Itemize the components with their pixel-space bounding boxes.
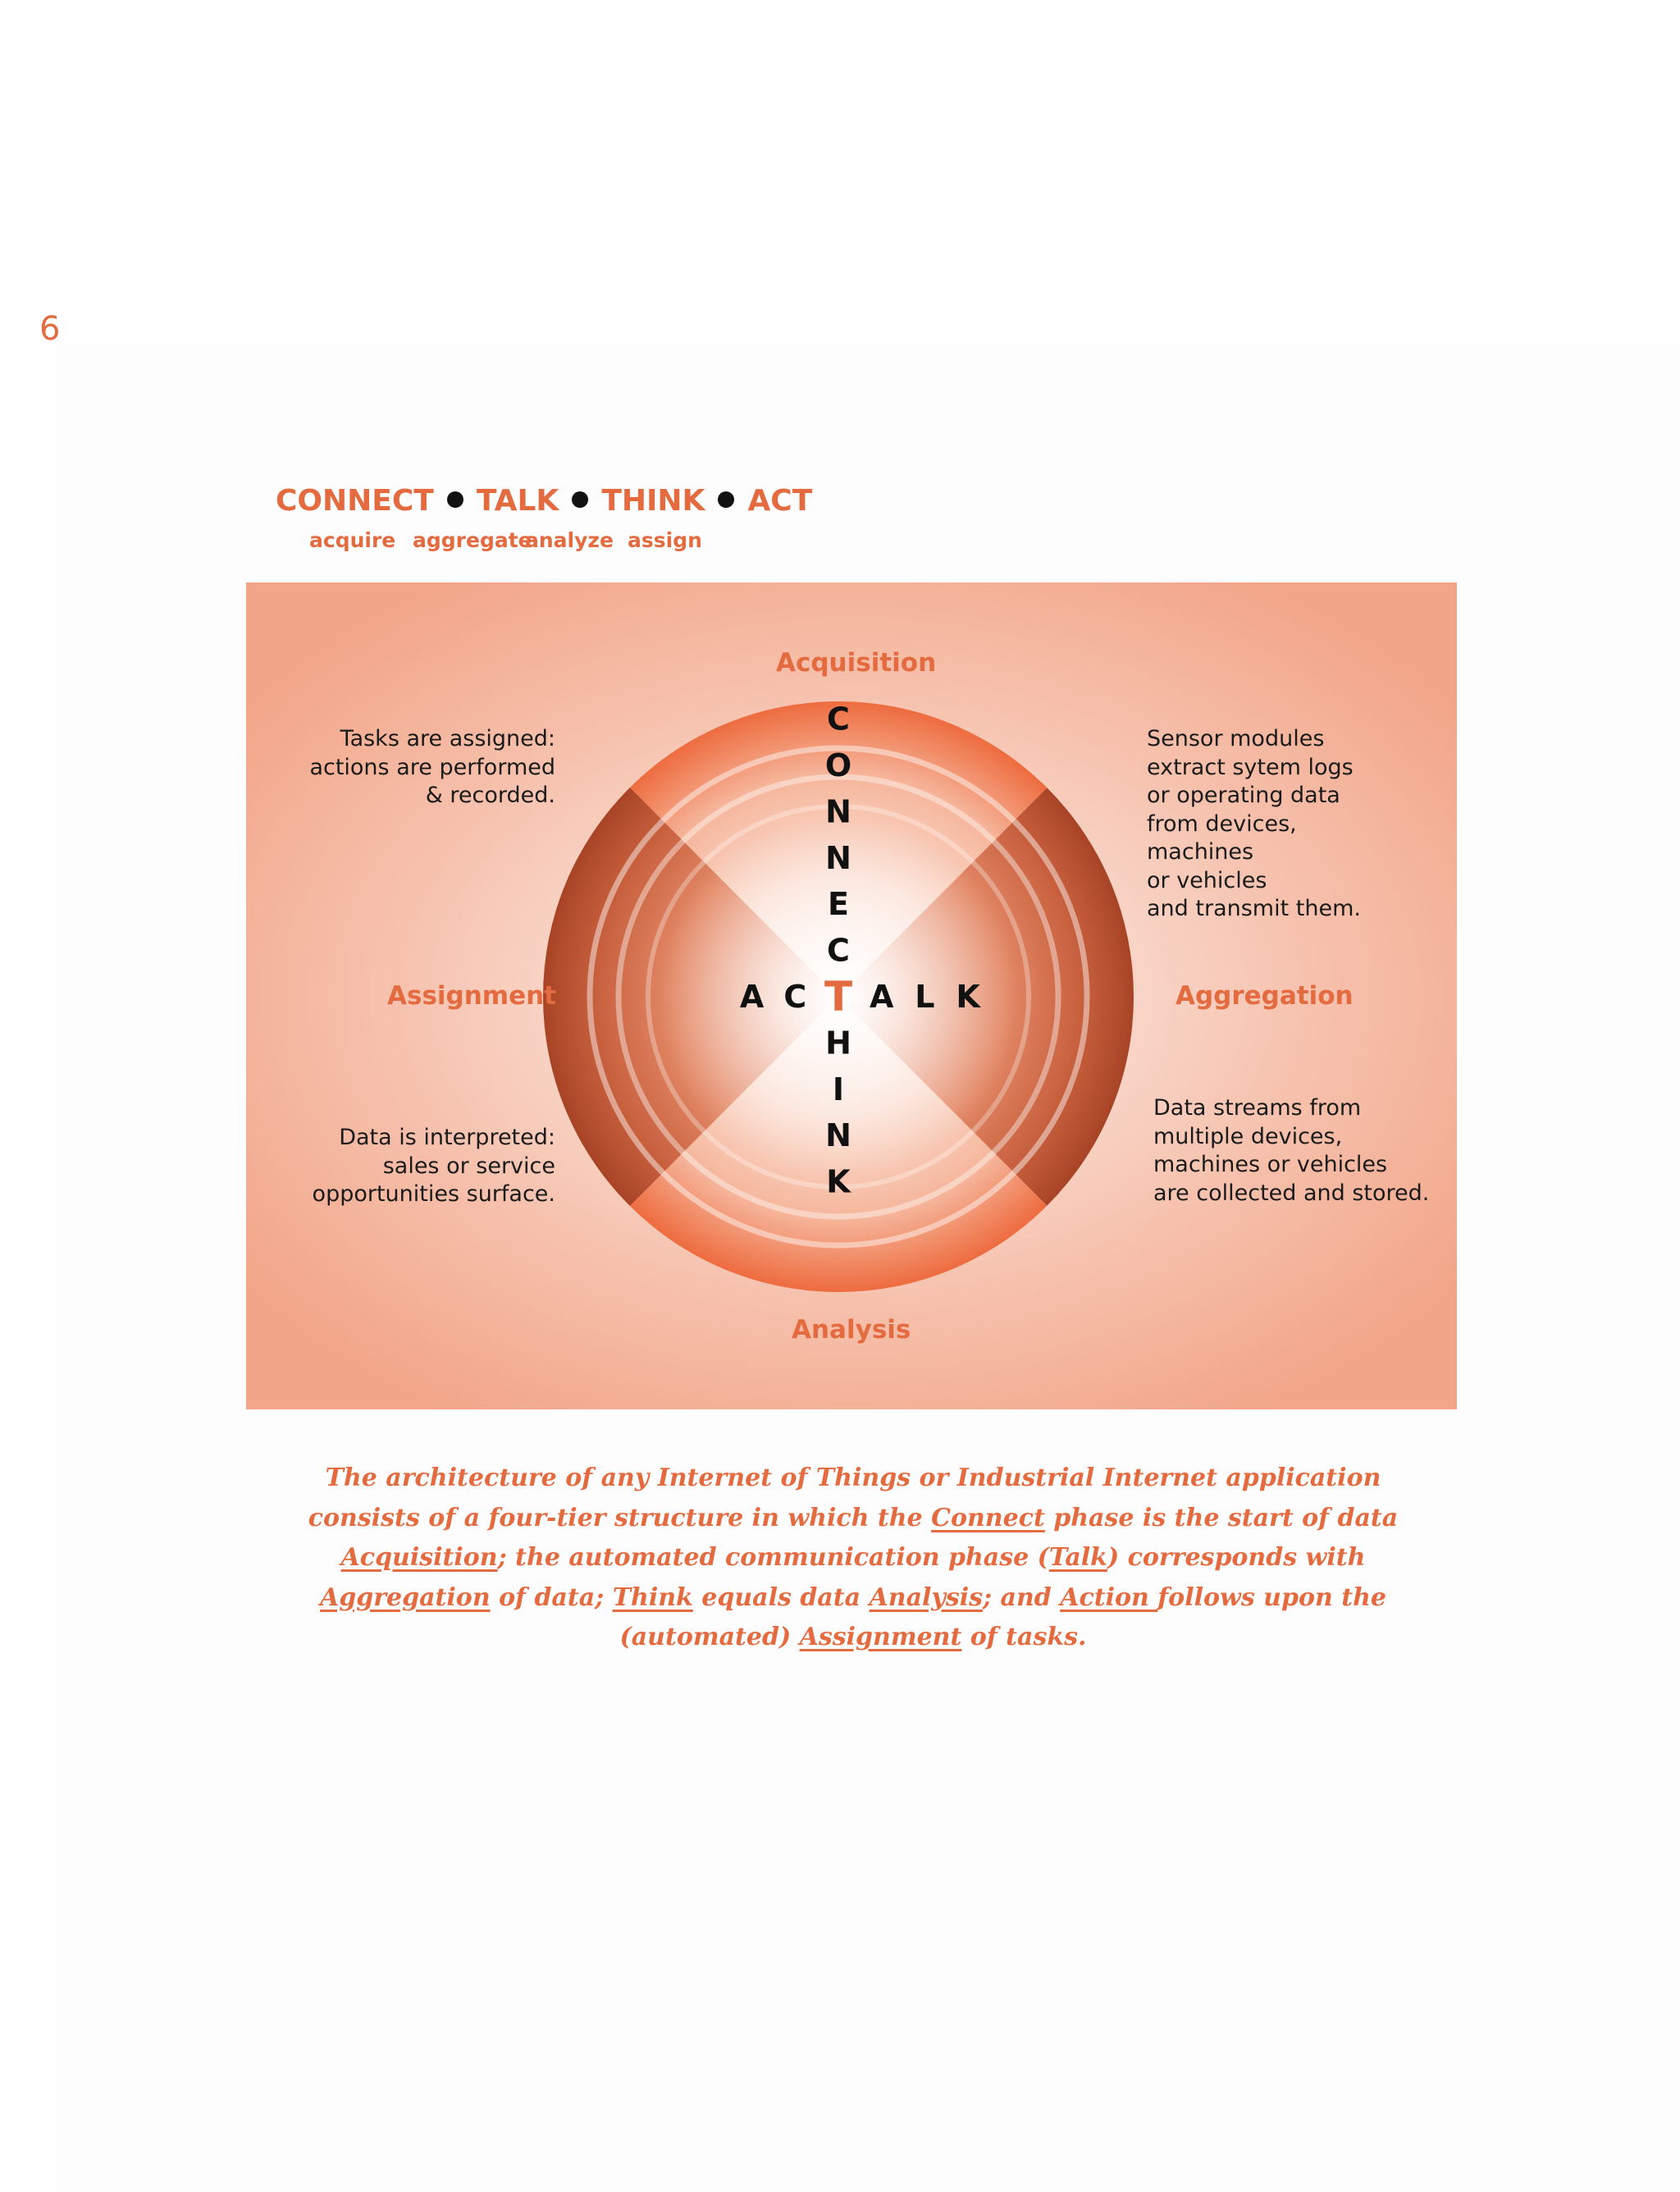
description-bottom-left: Data is interpreted: sales or service opportunities surface.	[312, 1125, 555, 1207]
caption-text: of tasks.	[961, 1623, 1087, 1651]
caption-keyword: Aggregation	[320, 1582, 491, 1612]
horizontal-letter: C	[783, 979, 807, 1015]
letter-cross	[246, 582, 1457, 1409]
label-assignment: Assignment	[387, 981, 556, 1011]
vertical-letter: N	[825, 1117, 851, 1154]
horizontal-letter: A	[869, 979, 894, 1015]
caption-keyword: Analysis	[869, 1582, 984, 1612]
vertical-letter: C	[827, 932, 850, 969]
bullet-dot	[718, 491, 734, 508]
caption-keyword: Acquisition	[340, 1543, 498, 1572]
caption-keyword: Think	[612, 1582, 693, 1612]
bullet-dot	[572, 491, 588, 508]
horizontal-letter: K	[956, 979, 980, 1015]
description-top-left: Tasks are assigned: actions are performed & recorded.	[309, 726, 555, 808]
caption-text: ; the automated communication phase (	[497, 1543, 1049, 1572]
description-bottom-right: Data streams from multiple devices, machines or vehicles are collected and stored.	[1153, 1095, 1430, 1206]
caption-text: equals data	[692, 1582, 870, 1612]
vertical-letter: H	[825, 1025, 851, 1062]
vertical-letter: I	[832, 1071, 845, 1107]
phase-connect: CONNECT	[276, 484, 434, 518]
phase-talk: TALK	[476, 484, 559, 518]
phase-heading	[276, 484, 812, 518]
verb-acquire: acquire	[309, 528, 396, 552]
verb-analyze: analyze	[525, 528, 614, 552]
caption-keyword: Assignment	[799, 1623, 962, 1651]
verb-assign: assign	[628, 528, 702, 552]
vertical-letter: K	[826, 1163, 851, 1200]
label-analysis: Analysis	[792, 1315, 911, 1345]
caption-text: phase is the start of data	[1044, 1503, 1399, 1532]
caption-text: The architecture of any Internet of Things or Industrial Internet application consists of a four-tier structure in which the	[308, 1464, 1381, 1532]
caption-keyword: Connect	[931, 1503, 1045, 1532]
vertical-letter: E	[828, 886, 849, 923]
vertical-letter: N	[825, 793, 851, 830]
center-letter: T	[824, 973, 853, 1021]
description-top-right: Sensor modules extract sytem logs or operating data from devices, machines or vehicles and transmit them.	[1147, 726, 1361, 921]
label-acquisition: Acquisition	[776, 648, 937, 678]
horizontal-letter: L	[915, 979, 935, 1015]
caption-keyword: Action	[1060, 1582, 1158, 1612]
caption-text: ; and	[983, 1582, 1061, 1612]
verb-aggregate: aggregate	[413, 528, 532, 552]
connect-talk-think-act-diagram	[246, 582, 1457, 1409]
vertical-letter: C	[827, 701, 850, 738]
page-number: 6	[39, 310, 61, 348]
bullet-dot	[447, 491, 463, 508]
phase-act: ACT	[747, 484, 813, 518]
horizontal-letter: A	[739, 979, 765, 1015]
caption-text: of data;	[490, 1582, 613, 1612]
vertical-letter: N	[825, 839, 851, 876]
phase-think: THINK	[601, 484, 705, 518]
label-aggregation: Aggregation	[1176, 981, 1354, 1011]
caption-text: follows upon the (automated)	[619, 1582, 1386, 1651]
caption-keyword: Talk	[1048, 1543, 1107, 1572]
caption-text: ) corresponds with	[1107, 1543, 1366, 1572]
figure-caption	[279, 1459, 1427, 1658]
vertical-letter: O	[824, 747, 852, 783]
